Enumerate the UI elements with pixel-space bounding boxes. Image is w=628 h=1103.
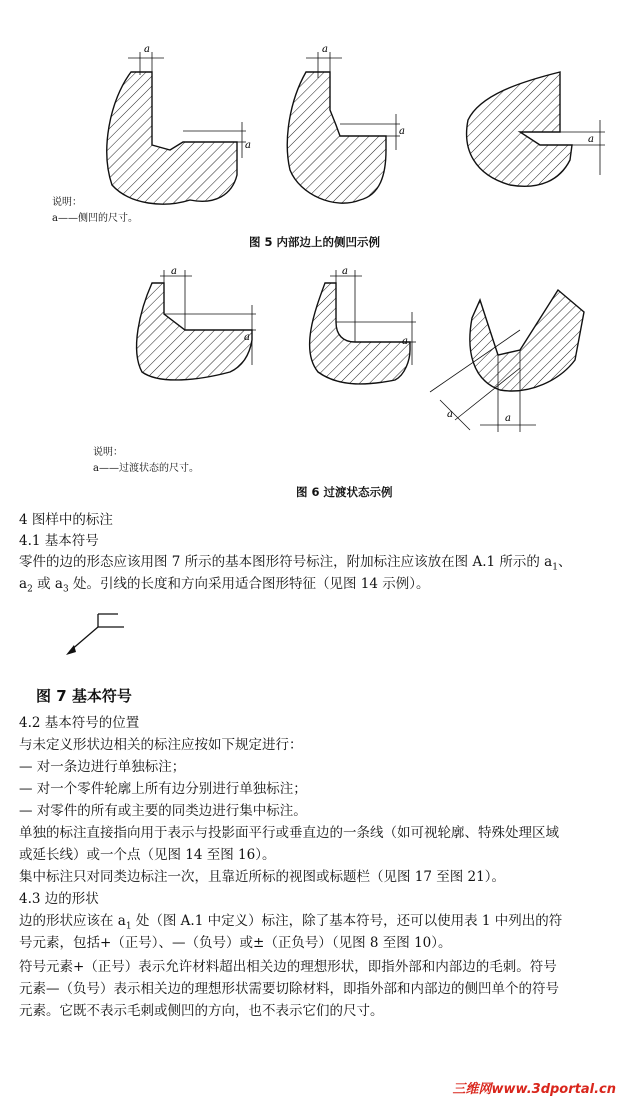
- list-item: — 对零件的所有或主要的同类边进行集中标注。: [19, 803, 307, 819]
- list-item: — 对一个零件轮廓上所有边分别进行单独标注；: [19, 781, 307, 797]
- fig5-dim-b2: a: [399, 126, 405, 137]
- fig5-dim-a2: a: [245, 140, 251, 151]
- fig5-caption: 图 5 内部边上的侧凹示例: [249, 235, 381, 249]
- paragraph-4-2: 与未定义形状边相关的标注应按如下规定进行：: [19, 737, 303, 753]
- fig6-dim-c2: a: [505, 413, 511, 424]
- paragraph-symbols-line1: 符号元素+（正号）表示允许材料超出相关边的理想形状，即指外部和内部边的毛刺。符号: [19, 959, 557, 975]
- paragraph-individual-line2: 或延长线）或一个点（见图 14 至图 16）。: [19, 847, 276, 863]
- fig5-dim-a1: a: [144, 44, 150, 55]
- subsection-4-3: 4.3 边的形状: [19, 891, 99, 907]
- fig6-part-a: [137, 270, 256, 380]
- fig7-basic-symbol: [66, 614, 124, 655]
- paragraph-4-1-line2: $a_2$ 或 $a_3$ 处。引线的长度和方向采用适合图形特征（见图 14 示例）。: [19, 576, 430, 595]
- fig6-dim-a2: a: [244, 332, 250, 343]
- paragraph-individual-line1: 单独的标注直接指向用于表示与投影面平行或垂直边的一条线（如可视轮廓、特殊处理区域: [19, 825, 559, 841]
- section-heading: 4 图样中的标注: [19, 512, 113, 528]
- fig5-legend-title: 说明：: [52, 197, 82, 208]
- paragraph-symbols-line2: 元素—（负号）表示相关边的理想形状需要切除材料，即指外部和内部边的侧凹单个的符号: [19, 981, 559, 997]
- list-item: — 对一条边进行单独标注；: [19, 759, 186, 775]
- fig6-dim-a1: a: [171, 266, 177, 277]
- fig6-dim-b1: a: [342, 266, 348, 277]
- fig6-dim-b2: a: [402, 336, 408, 347]
- watermark[interactable]: 三维网www.3dportal.cn: [452, 1082, 616, 1097]
- paragraph-symbols-line3: 元素。它既不表示毛刺或侧凹的方向，也不表示它们的尺寸。: [19, 1003, 384, 1019]
- paragraph-4-3-line2: 号元素，包括+（正号）、—（负号）或±（正负号）（见图 8 至图 10）。: [19, 935, 452, 951]
- fig6-legend-title: 说明：: [93, 447, 123, 458]
- fig5-dim-c: a: [588, 134, 594, 145]
- fig6-caption: 图 6 过渡状态示例: [296, 485, 393, 499]
- fig6-part-c: [430, 290, 584, 432]
- subsection-4-1: 4.1 基本符号: [19, 533, 99, 549]
- fig6-dim-c1: a: [447, 409, 453, 420]
- fig5-legend-line: a——侧凹的尺寸。: [52, 213, 138, 224]
- paragraph-4-1-line1: 零件的边的形态应该用图 7 所示的基本图形符号标注，附加标注应该放在图 A.1 所示的 $a_1$、: [19, 554, 572, 573]
- fig6-part-b: [310, 270, 416, 384]
- fig6-legend-line: a——过渡状态的尺寸。: [93, 463, 199, 474]
- fig7-caption: 图 7 基本符号: [36, 687, 132, 705]
- fig5-part-a: [107, 52, 246, 204]
- fig5-part-b: [287, 52, 400, 203]
- fig5-dim-b1: a: [322, 44, 328, 55]
- paragraph-4-3-line1: 边的形状应该在 $a_1$ 处（图 A.1 中定义）标注，除了基本符号，还可以使用表 1 中列出的符: [19, 913, 563, 932]
- subsection-4-2: 4.2 基本符号的位置: [19, 715, 140, 731]
- paragraph-collective: 集中标注只对同类边标注一次，且靠近所标的视图或标题栏（见图 17 至图 21）。: [19, 869, 505, 885]
- fig5-part-c: [467, 72, 605, 186]
